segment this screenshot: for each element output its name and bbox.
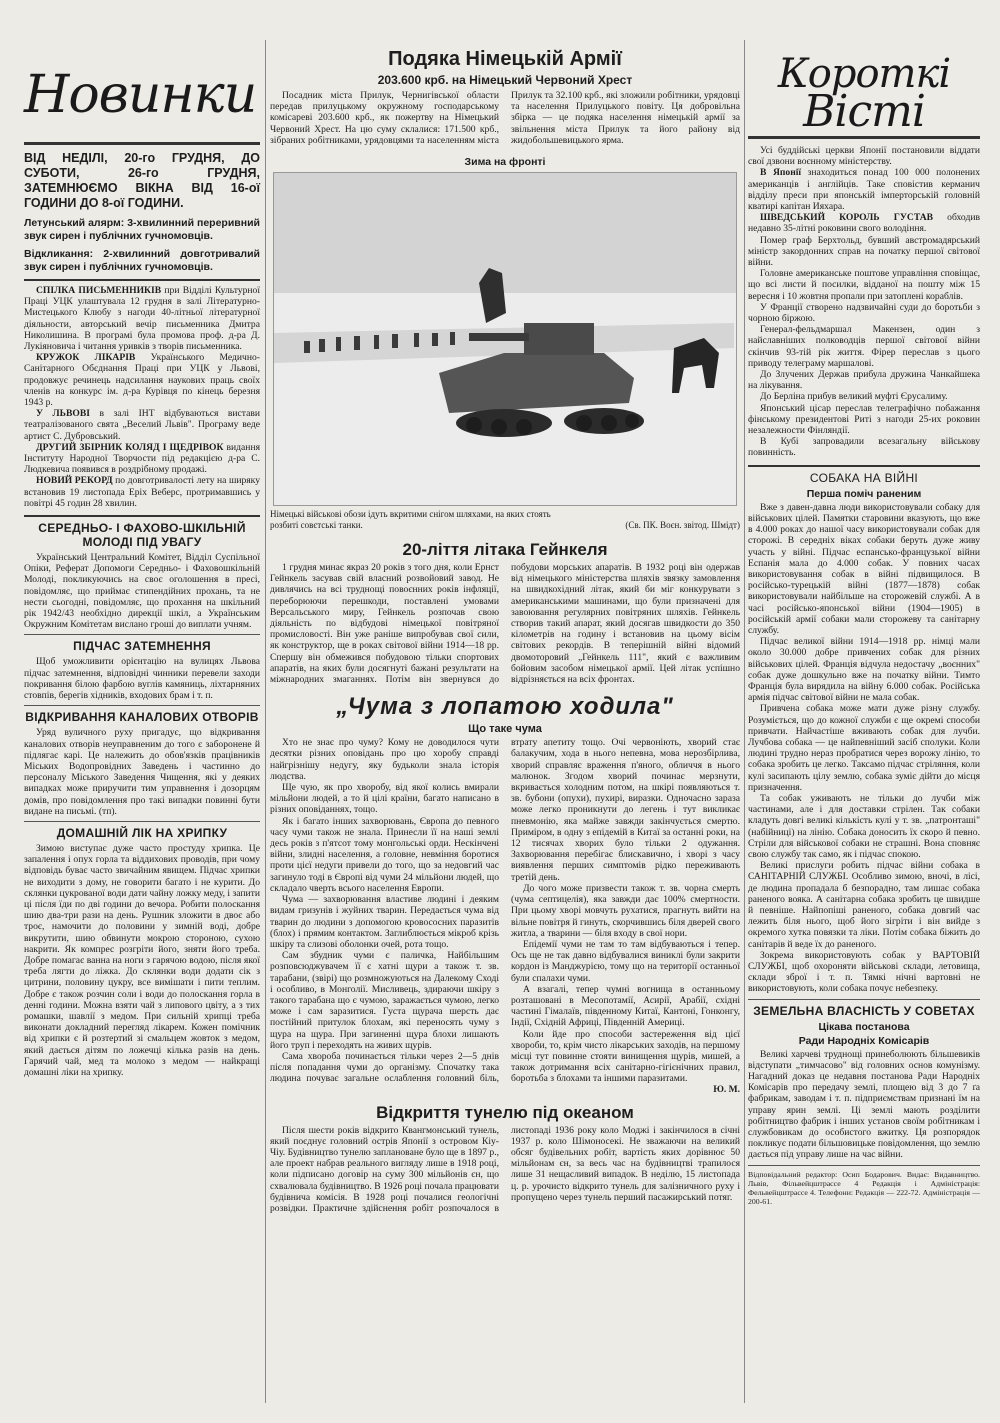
dog-paragraph: Підчас великої війни 1914—1918 рр. німці мали около 30.000 добре привчених собак для різних військових цілей. Франція відчула недостачу „воєнних" собак дуже дошкульно вже на початку війни. Тимто Франція була вирядила на війну 6.000 собак. Російська армія підчас світової війни не мала собак.	[748, 636, 980, 704]
land-paragraph: Великі харчеві труднощі принеболюють більшевиків відступати „тимчасово" від головних основ комунізму. Нагадний доказ це недавня постанова Ради Народніх Комісарів про передачу землі, площею від 3 до 7 ґа фабрикам, заводам і т. п. підприємствам признані їм на управу ярин землі. Ці землі мають розділити робітництво фабрик і інших установ своїм робітникам і службовикам до особистого вжитку. Ця розпорядок покликує подати більшовицьке повідомлення, що землю дається під управу лише на час війни.	[748, 1048, 980, 1161]
winter-front-photo	[273, 172, 737, 506]
all-clear-notice: Відкликання: 2-хвилинний довготривалий звук сирен і публічних гучномовців.	[24, 248, 260, 273]
remedy-paragraph: Зимою виступає дуже часто простуду хрипка. Це запалення і опух горла та віддихових проводів, при чому відповідь буває часто звичайним явищем. Підчас хрипки не виходити з дому, не говорити багато і не курити. До склянки цукрованої води дати чайну ложку меду, і запити ці після їди по дві години до вечора. Робити полоскання шию два-три рази на день. Рушник зложити в двоє або троє, намочити до половини у зимній воді, добре викрутити, шию обвинути мокрою стороною, сухою накрити. Як компрес розгріти його, зняти його треба. Добре помагає ванна на ноги з гарячою водою, після якої треба лягти до ліжка. До склянки води додати сік з цитрини, половину цукру, все вимішати і пити теплим. Добре є також розчин соли і води до полоскання горла в денні години. Можна взяти чай з липового цвіту, а з тих ромашки, шавлії з медом. При сильній хрипці треба виконати докладний перегляд лікарем. Кожен помічник від хрипки є й розтертий зі смальцем жовток з медом, який дається дітям по ложечці кілька разів на день. Гарячий чай, мед та молоко з медом — найкращі домашні ліки на хрипку.	[24, 842, 260, 1078]
plague-paragraph: Сама хвороба починається тільки через 2—5 днів після попадання чуми до організму. Спочатку така людина почуває загальне ослаблення головний біль, втрату апетиту тощо. Очі червоніють, хворий стає балакучим, хода в нього непевна, мова нерозбірлива, хворий справляє враження п'яного, обличчя в нього малюнок. Згодом хворий починає мерзнути, вкривається холодним потом, на шкірі появляються т. зв. бубони (опухи), пухирі, виразки. Одночасно зараза може легко проникнути до легень і тут викликає пневмонію, яка майже завжди закінчується смертю. Приміром, в одну з епідемій в Китаї за останні роки, на 12 тисячах хворих було тільки 2 одужання. Захворювання перебігає блискавично, і хворі з часу виявлення перших симптомів рідко переживають третій день.	[270, 737, 740, 1085]
section-rule	[24, 821, 260, 822]
spilka-paragraph: СПІЛКА ПИСЬМЕННИКІВ при Відділі Культурної Праці УЦК улаштувала 12 грудня в залі Літературно-Мистецького Клюбу з нагоди 40-літньої літературної діяльности, авторський вечір письменника Дмитра Николишина. В програмі була промова проф. д-ра Д. Лукіяновича і читання уривків з творів письменника.	[24, 285, 260, 353]
blackout-notice: ВІД НЕДІЛІ, 20-го ГРУДНЯ, ДО СУБОТИ, 26-го ГРУДНЯ, ЗАТЕМНЮЄМО ВІКНА ВІД 16-ої ГОДИНИ ДО 8-ої ГОДИНИ.	[24, 151, 260, 210]
dog-paragraph: Вже з давен-давна люди використовували собаку для військових цілей. Памятки старовини вказують, що вже в 4.000 роках до нашої часу використовували собак для сторожі. В середніх віках собаки беруть дуже живу участь у війні. Підчас еспансько-французької війни Еспанія мала до 4.000 собак. У повних часах використовування собак в війні підвищилося. В російсько-турецькій війні (1877—1878) собак використовували найбільше на сторожевій службі. А в часі російсько-японської війни (1904—1905) в російській армії собаки мали сторожеву та санітарну службу.	[748, 501, 980, 636]
plague-paragraph: Як і багато інших захворювань, Європа до певного часу чуми також не знала. Принесли її на наші землі десь років з п'ятсот тому монгольські орди. Нескінчені війни, злидні населення, а головне, невміння боротися проти цієї недуги привели до того, що за недовгий час загинуло тоді в Європі від чуми 24 мільйони людей, що складало чверть всього населення Европи.	[270, 815, 499, 894]
column-divider-right	[744, 40, 745, 1403]
heinkel-headline: 20-ліття літака Гейнкеля	[402, 540, 608, 560]
school-paragraph: Український Центральний Комітет, Відділ Суспільної Опіки, Реферат Допомоги Середньо- і Фаховошкільній Молоді, покликуючись на своє оголошення в пресі, повідомляє, що приймає стипендійних прохань, та не нести сьогодні, повідомляє, що прохання на шкільний рік 1942/43 необхідно дирекції шкіл, а Українським Окружним Комітетам вислано гроші до виплати учням.	[24, 552, 260, 631]
plague-paragraph: Епідемії чуми не там то там відбуваються і тепер. Ось ще не так давно відбувалися виниклі були закрити кордон із Манджурією, тому що на території останньої були спалахи чуми.	[511, 938, 740, 984]
plague-body	[270, 737, 740, 1094]
imprint: Відповідальний редактор: Осип Бодарович. Видає: Видавництво. Львів, Фільвейцштрассе 4 Редакція і Адміністрація: Фельвейцштрассе 4. Телефони: Редакція — 222-72. Адміністрація — 200-61.	[748, 1169, 980, 1206]
korotki-title-2: Вісті	[803, 86, 925, 137]
plague-paragraph: До чого може призвести також т. зв. чорна смерть (чума септицелія), яка завжди дає 100% смертности. При цьому хворі мовчуть рухатися, прагнуть вийти на вільне повітря й гинуть, скорчившись біля дверей свого житла, а тварини — біля входу в свої нори.	[511, 882, 740, 939]
photo-credit: (Св. ПК. Воєн. звітод. Шмідт)	[625, 519, 740, 530]
section-rule	[24, 705, 260, 706]
photo-caption-row	[270, 509, 740, 530]
plague-subtitle: Що таке чума	[468, 723, 542, 736]
dog-paragraph: Привчена собака може мати дуже різну службу. Розуміється, що до кожної служби є ще окремі способи привчати. Найчастіше вживають собак для лучби. Лучбова собака — це найпевніший засіб сполуки. Коли людині трудно нераз пробратися через ворожу лінію, то собака зробить це легко. Таксамо підчас стріляння, коли кулі засипають цілу землю, собака зуміє дійти до місця призначення.	[748, 703, 980, 793]
thanks-body	[270, 90, 740, 146]
thanks-headline: Подяка Німецькій Армії	[388, 48, 622, 70]
korotki-item: В Японії знаходиться понад 100 000 полонених американців і англійців. Таке сповістив керманич відділу преси при японській імперторській головній кватирі капітан Ияхара.	[748, 167, 980, 213]
plague-paragraph: Сам збудник чуми є паличка, Найбільшим розповсюджувачем її є хатні щури а також т. зв. тарабани, (звірі) що розмножуються на Далекому Сході і особливо, в Монголії. Мисливець, здираючи шкіру з такого тарабана що є чумою, заражається чумою, легко може і сам заразитися. Густа щурача шерсть дає постійний притулок блохам, які переносять чуму з щура на щура. При загиненні щура блохи лишають його труп і переходять на живих щурів.	[270, 950, 499, 1051]
korotki-item: До Злучених Держав прибула дружина Чанкайшека на лікування.	[748, 369, 980, 392]
record-paragraph: НОВИЙ РЕКОРД по довготривалості лету на ширяку встановив 19 листопада Еріх Веберс, протримавшись у повітрі 45 годин 28 хвилин.	[24, 475, 260, 509]
blackout-paragraph: Щоб уможливити орієнтацію на вулицях Львова підчас затемнення, відповідні чинники перевели заходи покривання білою фарбою вуглів камяниць, ліхтарняних стовпів, берегів хідників, входових брам і т. п.	[24, 656, 260, 702]
section-rule	[748, 1165, 980, 1166]
land-subtitle-2: Ради Народніх Комісарів	[798, 1034, 930, 1047]
air-alarm-notice: Летунський алярм: 3-хвилинний переривний звук сирен і публічних гучномовців.	[24, 217, 260, 242]
plague-paragraph: Хто не знає про чуму? Кому не доводилося чути десятки різних оповідань про цю хоробу справді найгрізнішу недугу, яку будьколи знала історія людства.	[270, 737, 499, 782]
kruzhok-paragraph: КРУЖОК ЛІКАРІВ Українського Медично-Санітарного Обєднання Праці при УЦК у Львові, продовжує речинець надсилання наукових праць своїх членів на конкурс ім. д-ра Курівця по кінець березня 1943 р.	[24, 352, 260, 409]
lviv-paragraph: У ЛЬВОВІ в залі ІНТ відбуваються вистави театралізованого свята „Веселий Львів". Програму веде артист С. Дубровський.	[24, 408, 260, 442]
blackout-headline: ПІДЧАС ЗАТЕМНЕННЯ	[73, 639, 211, 654]
plague-paragraph: Чума — захворювання властиве людині і деяким видам гризунів і жуйних тварин. Передається чума від тварин до людини з допомогою кровососних паразитів (блох) і прямим контактом. Заглиблюється мікроб крізь шкіру та слизові оболонки очей, рота тощо.	[270, 894, 499, 950]
korotki-item: Помер граф Берхтольд, бувший австромадярський міністр закордонних справ на початку першої світової війни.	[748, 234, 980, 269]
novynky-masthead: Новинки	[24, 65, 257, 125]
left-column	[24, 0, 260, 1078]
remedy-headline: ДОМАШНІЙ ЛІК НА ХРИПКУ	[56, 825, 228, 840]
korotki-item: Японський цісар переслав телеграфічно побажання фінському президентові Риті з нагоди 25-их роковин незалежности Фінляндії.	[748, 402, 980, 437]
manholes-headline: ВІДКРИВАННЯ КАНАЛОВИХ ОТВОРІВ	[25, 710, 259, 725]
section-rule	[748, 999, 980, 1000]
korotki-item: Усі буддійські церкви Японії постановили віддати свої дзвони воєнному міністерству.	[748, 145, 980, 168]
section-rule	[24, 515, 260, 517]
plague-signature: Ю. М.	[713, 1084, 740, 1095]
dog-paragraph: Та собак уживають не тільки до лучби між частинами, але і для доставки стрілен. Так собаки кладуть довгі великі кількість кулі у т. зв. „патронташі" (набійниці) на лінію. Собака доносить їх скоро й певно. Стріли для військової собаки не страшні. Вона сповняє свою службу так само, як і підчас спокою.	[748, 792, 980, 860]
manholes-paragraph: Уряд вуличного руху пригадує, що відкривання каналових отворів неуправненим до того є заборонене й підлягає карі. Це належить до обов'язків працівників Міських Водопровідних Заведень і частинно до персоналу Міського Заведення Чищення, які у деяких випадках може приручити тим управнення і дозорцям домів, про повідомлення про такі випадки повинні бути видане на письмі. (тп).	[24, 727, 260, 817]
dog-paragraph: Великі прислуги робить підчас війни собака в САНІТАРНІЙ СЛУЖБІ. Особливо зимою, вночі, в лісі, де людина пропадала б безпорадно, там лишає собака раненого вояка. А санітарна собака зробить це швидше й певніше. Найпопіші раненого, собака довгий час лежить біля нього, щоб його зігріти і він вийде з окремого хутка повязки та ліки. Потім собака біжить до санітарів й веде їх до раненого.	[748, 860, 980, 950]
center-column	[270, 0, 740, 1214]
korotki-item: ШВЕДСЬКИЙ КОРОЛЬ ГУСТАВ обходив недавно 35-літні роковини свого володіння.	[748, 212, 980, 235]
korotki-item: Генерал-фельдмаршал Макензен, один з найславніших полководців першої світової війни скінчив 93-тій рік життя. Фірер переслав з цього приводу телеграму маршалові.	[748, 324, 980, 369]
korotki-item: У Франції створено надзвичайні суди до боротьби з чорною біржою.	[748, 301, 980, 325]
column-divider-left	[265, 40, 266, 1403]
thanks-subtitle: 203.600 крб. на Німецький Червоний Хрест	[377, 73, 633, 87]
section-rule	[24, 634, 260, 635]
korotki-item: До Берліна прибув великий муфті Єрусалиму.	[760, 391, 948, 403]
plague-paragraph: Коли йде про способи застереження від цієї хвороби, то, крім чисто лікарських заходів, на першому місці тут повинне стояти винищення щурів, мишей, а також дотримання всіх санітарно-гігієнічних правил, боротьба з блохами та іншими паразитами.	[511, 1028, 740, 1085]
korotki-item: В Кубі запровадили всезагальну військову повинність.	[748, 436, 980, 459]
masthead-rule	[24, 142, 260, 145]
koliady-paragraph: ДРУГИЙ ЗБІРНИК КОЛЯД І ЩЕДРІВОК видання Інституту Народної Творчости під редакцією д-ра С. Людкевича появився в роздрібному продажі.	[24, 441, 260, 476]
tank-convoy-image	[274, 173, 736, 505]
dog-paragraph: Зокрема використовують собак у ВАРТОВІЙ СЛУЖБІ, щоб охороняти військові склади, летовища, склади зброї і т. п. Тямкі нічні вартовні не використовують, коли собака почує небезпеку.	[748, 949, 980, 995]
land-headline: ЗЕМЕЛЬНА ВЛАСНІСТЬ У СОВЕТАХ	[753, 1003, 975, 1018]
plague-headline: „Чума з лопатою ходила"	[336, 693, 674, 721]
korotki-item: Головне американське поштове управління сповіщає, що всі листи й посилки, відданої на пошту між 15 вересня і 10 жовтня пропали при затоплені кораблів.	[748, 268, 980, 302]
plague-paragraph: А взагалі, тепер чумні вогнища в останньому розташовані в Месопотамії, Асирії, Арабії, східні частині Гімалаїв, південному Китаї, Кантоні, Гонконгу, Індії, Східній Африці, Південній Америці.	[511, 983, 740, 1029]
heinkel-paragraph: 1 грудня минає якраз 20 років з того дня, коли Ернст Гейнкель засував свій власний розвойовий завод. Не дивлячись на всі труднощі повоєнних років інфляції, переборюючи перешкоди, поставлені умовами Версальського миру, Гейнкель розпочав свою діяльність по відбудові німецької повітряної промисловості. Він уже раніше випробував свої сили, як конструктор, ще в роках світової війни 1914—18 рр. Спершу він обмежився побудовою тільки спортових апаратів, на яких були досягнуті бажані результати на міжнародних змаганнях. Потім він звернувся до побудови морських апаратів. В 1932 році він одержав від німецького міністерства шляхів звязку замовлення на швидкохідний літак, який би міг конкурувати з американськими машинами, що були призначені для завоювання регулярних повітряних шляхів. Гейнкель створив такий апарат, який досягав швидкости до 350 кілометрів на годину і встановив на цьому вісім світових рекордів. В теперішній війні відомий двомоторовий „Гейнкель 111", який є важливим бойовим засобом німецької армії. Цей літак успішно відрізняється на всіх фронтах.	[270, 562, 740, 686]
photo-caption: Німецькі військові обози ідуть вкритими снігом шляхами, на яких стоять розбиті совєтські танки.	[270, 509, 551, 530]
right-column	[748, 0, 980, 1206]
thanks-paragraph: Посадник міста Прилук, Чернигівської области передав прилуцькому окружному господарському комісареві 203.600 крб., як пожертву на Німецький Червоний Хрест. На цю суму склалися: 171.500 крб., зібраних робітниками, урядовцями та населенням міста Прилук та 32.100 крб., які зложили робітники, урядовці та населення Прилуцького повіту. Ця добровільна збірка — це подяка населення німецькій армії за звільнення міста Прилук та його району від жидобольшевицького ярма.	[270, 90, 740, 146]
photo-title: Зима на фронті	[464, 156, 546, 169]
tunnel-body	[270, 1125, 740, 1215]
heinkel-body	[270, 562, 740, 685]
korotki-title-1: Короткі	[777, 51, 951, 97]
plague-paragraph: Ще чую, як про хворобу, від якої колись вмирали мільйони людей, а то й цілі країни, багато написано в різних оповіданнях, тощо.	[270, 782, 499, 816]
dog-headline: СОБАКА НА ВІЙНІ	[809, 470, 919, 485]
section-rule	[24, 279, 260, 281]
dog-subtitle: Перша поміч раненим	[806, 487, 922, 500]
tunnel-paragraph: Після шести років відкрито Квангмонський тунель, який поєднує головний острів Японії з островом Кіу-Чіу. Будівництво тунелю заплановане було ще в 1897 р., але проект набрав реального вигляду лише в 1918 році, коли підписано договір на суму 300 мільйонів єн, що схвалювала будівництво. В 1926 році почала працювати будівнича комісія. В 1928 році почалися геологічні розвідки. Практичне здійснення робіт розпочалося в листопаді 1936 року коло Моджі і закінчилося в січні 1937 р. коло Шімоносекі. Не зважаючи на великий обсяг будівельних робіт, вартість яких дорівнює 50 мільйонам єн, за весь час на будівництві трапилося лише 31 нещасливий випадок. В неділю, 15 листопада ц. р. урочисто відкрито тунель для залізничного руху і пропущено через тунель перший пасажирський потяг.	[270, 1124, 740, 1214]
land-subtitle-1: Цікава постанова	[818, 1020, 910, 1033]
section-rule	[748, 465, 980, 467]
school-headline: СЕРЕДНЬО- І ФАХОВО-ШКІЛЬНІЙ МОЛОДІ ПІД УВАГУ	[38, 521, 246, 550]
tunnel-headline: Відкриття тунелю під океаном	[376, 1102, 634, 1122]
korotki-masthead	[748, 51, 980, 137]
